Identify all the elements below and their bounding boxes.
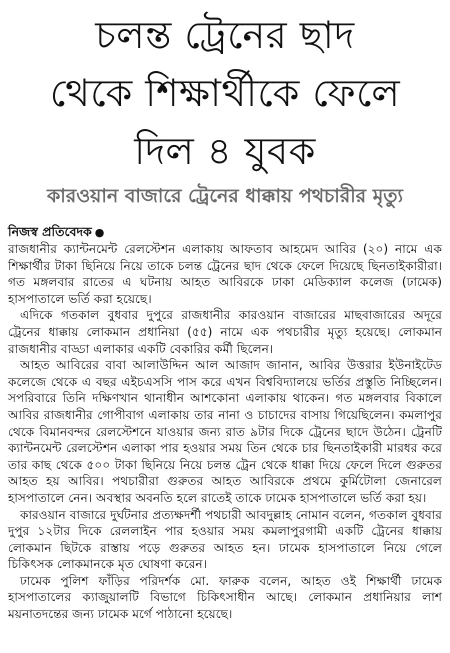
paragraph-1: রাজধানীর ক্যান্টনমেন্ট রেলস্টেশন এলাকায় আফতাব আহমেদ আবির (২০) নামে এক শিক্ষার্থীর টাকা ছিনিয়ে নিয়ে তাকে চলন্ত ট্রেনের ছাদ থেকে ফেলে দিয়েছে ছিনতাইকারীরা। গত মঙ্গলবার রাতের এ ঘটনায় আহত আবিরকে ঢাকা মেডিক্যাল কলেজ (ঢামেক) হাসপাতালে ভর্তি করা হয়েছে। [8,242,442,306]
headline-line-2: থেকে শিক্ষার্থীকে ফেলে [49,71,401,115]
paragraph-3: আহত আবিরের বাবা আলাউদ্দিন আল আজাদ জানান, আবির উত্তরার ইউনাইটেড কলেজে থেকে এ বছর এইচএসসি পাস করে এখন বিশ্ববিদ্যালয়ে ভর্তির প্রস্তুতি নিচ্ছিলেন। সপরিবারে তিনি দক্ষিণখান থানাধীন আশকোনা এলাকায় থাকেন। গত মঙ্গলবার বিকালে আবির রাজধানীর গোপীবাগ এলাকায় তার নানা ও চাচাদের বাসায় গিয়েছিলেন। কমলাপুর থেকে বিমানবন্দর রেলস্টেশনে যাওয়ার জন্য রাত ৯টার দিকে ট্রেনের ছাদে উঠেন। ট্রেনটি ক্যান্টনমেন্ট রেলস্টেশন এলাকা পার হওয়ার সময় তিন থেকে চার ছিনতাইকারী মারধর করে তার কাছ থেকে ৫০০ টাকা ছিনিয়ে নিয়ে চলন্ত ট্রেন থেকে ধাক্কা দিয়ে ফেলে দিলে গুরুতর আহত হয় আবির। পথচারীরা গুরুতর আহত আবিরকে প্রথমে কুর্মিটোলা জেনারেল হাসপাতালে নেন। অবস্থার অবনতি হলে রাতেই তাকে ঢামেক হাসপাতালে ভর্তি করা হয়। [8,358,442,505]
headline-line-1: চলন্ত ট্রেনের ছাদ [95,13,355,57]
bullet-icon: ● [94,226,105,239]
subheadline: কারওয়ান বাজারে ট্রেনের ধাক্কায় পথচারীর মৃত্যু [46,185,404,207]
paragraph-4: কারওয়ান বাজারে দুর্ঘটনার প্রত্যক্ষদর্শী পথচারী আবদুল্লাহ নোমান বলেন, গতকাল বুধবার দুপুর ১২টার দিকে রেললাইন পার হওয়ার সময় কমলাপুরগামী একটি ট্রেনের ধাক্কায় লোকমান ছিটকে রাস্তায় পড়ে গুরুতর আহত হন। ঢামেক হাসপাতালে নিয়ে গেলে চিকিৎসক লোকমানকে মৃত ঘোষণা করেন। [8,507,442,572]
headline [0,0,450,180]
headline-line-3: দিল ৪ যুবক [134,129,316,173]
byline-text: নিজস্ব প্রতিবেদক [8,224,92,239]
paragraph-2: এদিকে গতকাল বুধবার দুপুরে রাজধানীর কারওয়ান বাজারের মাছবাজারের অদূরে ট্রেনের ধাক্কায় লোকমান প্রধানিয়া (৫৫) নামে এক পথচারীর মৃত্যু হয়েছে। লোকমান রাজধানীর বাড্ডা এলাকার একটি বেকারির কর্মী ছিলেন। [8,308,442,356]
article-body [0,241,450,623]
byline [8,224,450,241]
paragraph-5: ঢামেক পুলিশ ফাঁড়ির পরিদর্শক মো. ফারুক বলেন, আহত ওই শিক্ষার্থী ঢামেক হাসপাতালের ক্যাজুয়ালটি বিভাগে চিকিৎসাধীন আছে। লোকমান প্রধানিয়ার লাশ ময়নাতদন্তের জন্য ঢামেক মর্গে পাঠানো হয়েছে। [8,573,442,622]
